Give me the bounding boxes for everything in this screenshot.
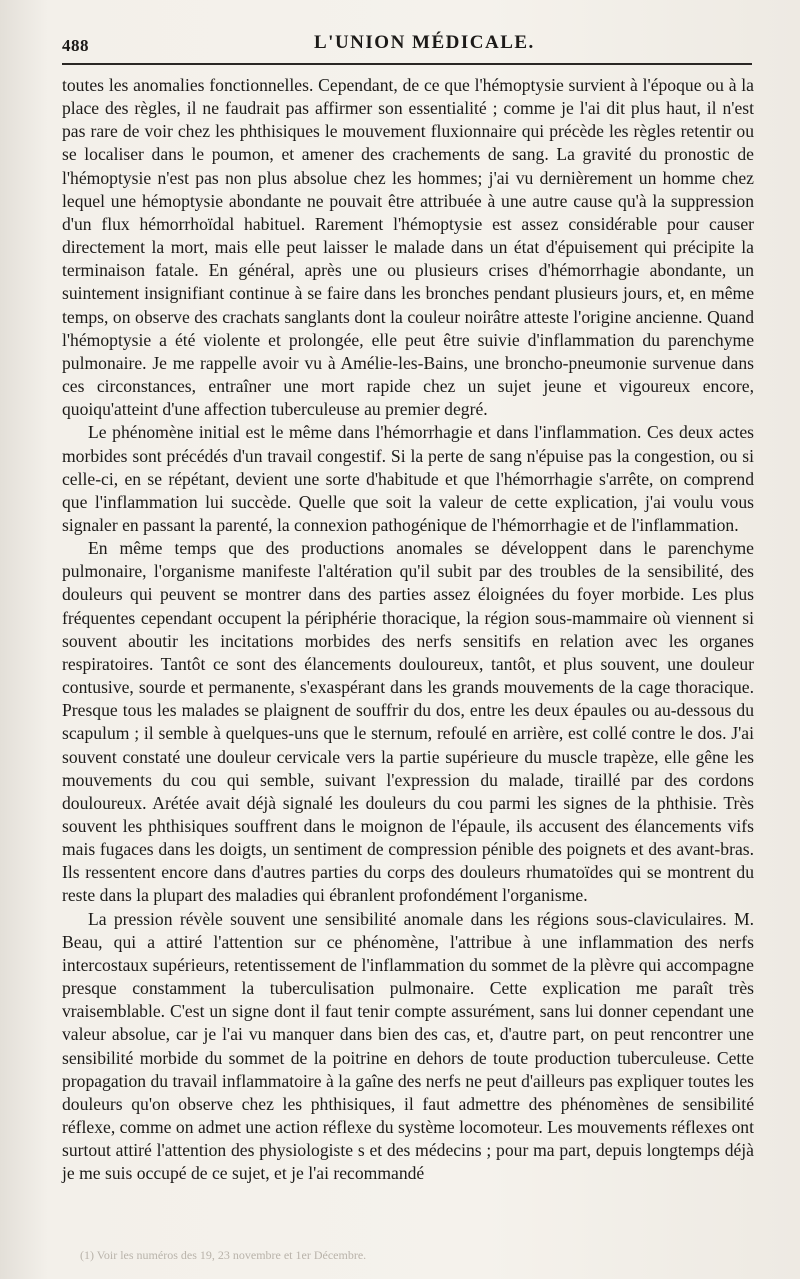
- paragraph-2: Le phénomène initial est le même dans l'hémorrhagie et dans l'inflammation. Ces deux actes morbides sont précédés d'un travail congestif. Si la perte de sang n'épuise pas la congestion, ou si celle-ci, en se répétant, devient une sorte d'habitude et que l'hémorrhagie s'arrête, on comprend que l'inflammation lui succède. Quelle que soit la valeur de cette explication, j'ai voulu vous signaler en passant la parenté, la connexion pathogénique de l'hémorrhagie et de l'inflammation.: [62, 422, 754, 535]
- body-text: [62, 74, 754, 1186]
- paragraph-4: La pression révèle souvent une sensibilité anomale dans les régions sous-claviculaires. M. Beau, qui a attiré l'attention sur ce phénomène, l'attribue à une inflammation des nerfs intercostaux supérieurs, retentissement de l'inflammation du sommet de la plèvre qui accompagne presque constamment la tuberculisation pulmonaire. Cette explication me paraît très vraisemblable. C'est un signe dont il faut tenir compte assurément, sans lui donner cependant une valeur absolue, car je l'ai vu manquer dans bien des cas, et, d'autre part, on peut rencontrer une sensibilité morbide du sommet de la poitrine en dehors de toute production tuberculeuse. Cette propagation du travail inflammatoire à la gaîne des nerfs ne peut d'ailleurs pas expliquer toutes les douleurs qu'on observe chez les phthisiques, il faut admettre des phénomènes de sensibilité réflexe, comme on admet une action réflexe du système locomoteur. Les mouvements réflexes ont surtout attiré l'attention des physiologiste s et des médecins ; pour ma part, depuis longtemps déjà je me suis occupé de ce sujet, et je l'ai recommandé: [62, 908, 754, 1184]
- header-rule: [62, 63, 752, 65]
- footnote: (1) Voir les numéros des 19, 23 novembre et 1er Décembre.: [80, 1248, 367, 1262]
- page-header: [62, 30, 752, 60]
- paragraph-3: En même temps que des productions anomales se développent dans le parenchyme pulmonaire, l'organisme manifeste l'altération qu'il subit par des troubles de la sensibilité, des douleurs qui peuvent se montrer dans des parties assez éloignées du foyer morbide. Les plus fréquentes cependant occupent la périphérie thoracique, la région sous-mammaire où viennent si souvent aboutir les incitations morbides des nerfs sensitifs en relation avec les organes respiratoires. Tantôt ce sont des élancements douloureux, tantôt, et plus souvent, une douleur contusive, sourde et permanente, s'exaspérant dans les grands mouvements de la cage thoracique. Presque tous les malades se plaignent de souffrir du dos, entre les deux épaules ou au-dessous du scapulum ; il semble à quelques-uns que le sternum, refoulé en arrière, est collé contre le dos. J'ai souvent constaté une douleur cervicale vers la partie supérieure du muscle trapèze, elle gêne les mouvements du cou qui semble, suivant l'expression du malade, tiraillé par des cordons douloureux. Arétée avait déjà signalé les douleurs du cou parmi les signes de la phthisie. Très souvent les phthisiques souffrent dans le moignon de l'épaule, ils accusent des élancements vifs mais fugaces dans les doigts, un sentiment de compression pénible des poignets et des avant-bras. Ils ressentent encore dans d'autres parties du corps des douleurs rhumatoïdes qui se montrent du reste dans la plupart des maladies qui ébranlent profondément l'organisme.: [62, 538, 754, 906]
- running-title: L'UNION MÉDICALE.: [314, 32, 535, 53]
- page-number: 488: [62, 36, 89, 55]
- paragraph-1: toutes les anomalies fonctionnelles. Cependant, de ce que l'hémoptysie survient à l'époque ou à la place des règles, il ne faudrait pas affirmer son essentialité ; comme je l'ai dit plus haut, il n'est pas rare de voir chez les phthisiques le mouvement fluxionnaire qui précède les règles retentir ou se localiser dans le poumon, et amener des crachements de sang. La gravité du pronostic de l'hémoptysie n'est pas non plus absolue chez les hommes; j'ai vu dernièrement un homme chez lequel une hémoptysie abondante ne pouvait être attribuée à une autre cause qu'à la suppression d'un flux hémorrhoïdal habituel. Rarement l'hémoptysie est assez considérable pour causer directement la mort, mais elle peut laisser le malade dans un état d'épuisement qui précipite la terminaison fatale. En général, après une ou plusieurs crises d'hémorrhagie abondante, un suintement insignifiant continue à se faire dans les bronches pendant plusieurs jours, et, en même temps, on observe des crachats sanglants dont la couleur noirâtre atteste l'origine ancienne. Quand l'hémoptysie a été violente et prolongée, elle peut être suivie d'inflammation du parenchyme pulmonaire. Je me rappelle avoir vu à Amélie-les-Bains, une broncho-pneumonie survenue dans ces circonstances, entraîner une mort rapide chez un sujet jeune et vigoureux encore, quoiqu'atteint d'une affection tuberculeuse au premier degré.: [62, 75, 754, 420]
